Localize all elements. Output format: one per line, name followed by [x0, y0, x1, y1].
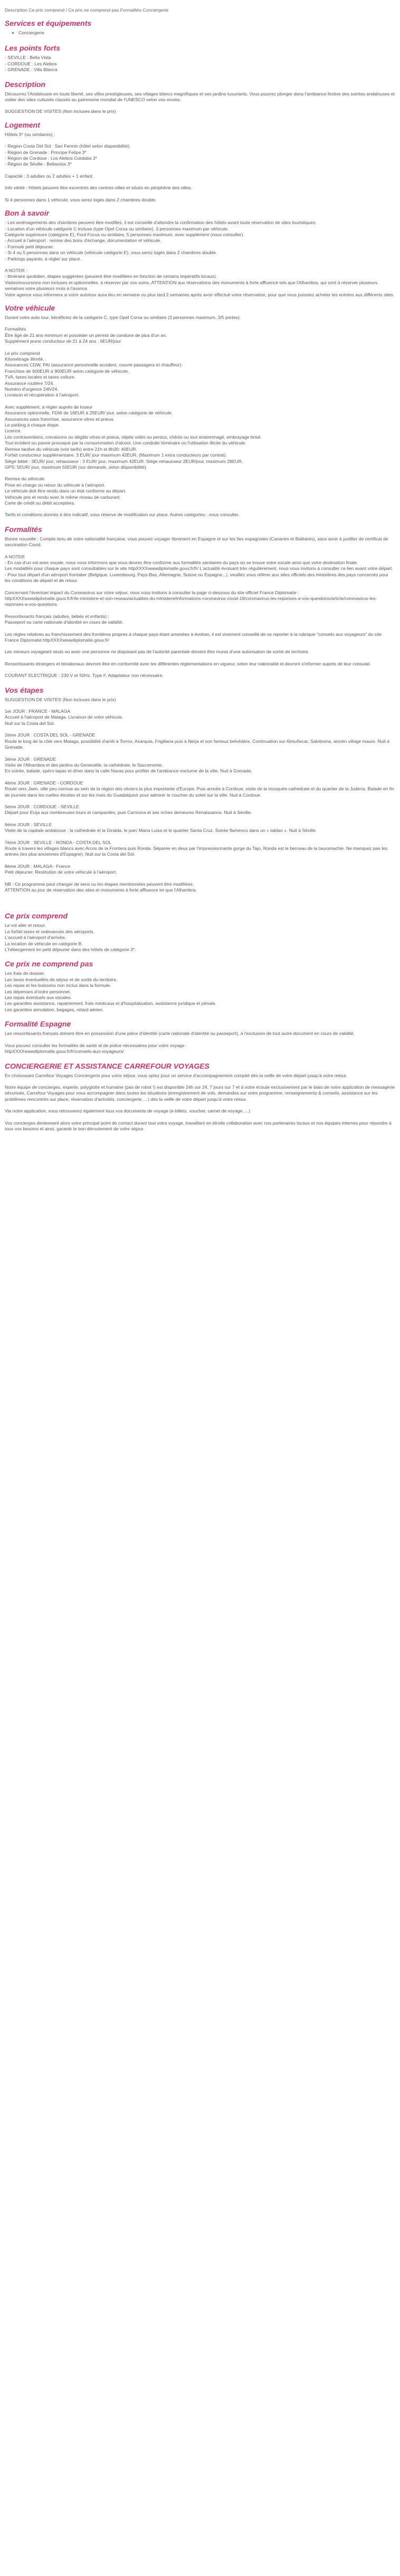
vehicule-intro: Durant votre auto tour, bénéficiez de la catégorie C, type Opel Corsa ou similaire (3 personnes maximum, 3/5 portes). [5, 314, 241, 320]
etape-day: 8ème JOUR : MALAGA - France Petit déjeuner. Restitution de votre véhicule à l'aéroport. [5, 863, 117, 875]
description-tabs-line: Description Ce prix comprend / Ce prix ne comprend pas Formalités Conciergerie [5, 7, 168, 13]
formalites-courant: COURANT ELECTRIQUE : 230 V et 50Hz. Type F. Adaptateur non nécessaire. [5, 673, 164, 679]
points-forts-item: - GRENADE : Villa Blanca [5, 67, 58, 73]
conciergerie-p4: Vos concierges deviennent alors votre principal point de contact durant tout votre voyage, travaillant en étroite collaboration avec nos partenaires locaux et nos équipes internes pour répondre à tous vos besoins et ainsi, garantir le bon déroulement de votre séjour. [5, 1120, 392, 1131]
section-title-prix-comprend: Ce prix comprend [5, 912, 68, 921]
etape-day: 5ème JOUR : CORDOUE - SEVILLE Départ pour Ecija aux nombreuses tours et campaniles, puis Carmona et ses riches demeures Renaissance. Nuit à Séville. [5, 803, 252, 816]
formalites-covid: Concernant l'éventuel impact du Coronavirus sur votre séjour, nous vous invitons à consulter la page ci-dessous du site officiel France Diplomatie : httpXXXXwwwdiplomatie.gouv.fr/fr/le-ministere-et-son-reseau/actualites-du-ministere/informations-coronavirus-covid-19/coronavirus-les-reponses-a-vos-questions/article/coronavirus-les-reponses-a-vos-questions [5, 589, 377, 607]
bon-a-savoir-note: A NOTER : - Itinéraire quotidien, étapes suggérées (peuvent être modifiées en fonction de certains impératifs locaux). Visites/excursions non incluses et optionnelles, à réserver par vos soins. ATTENTION aux réservations des monuments à forte affluence tels que l'Alhambra, qui sont à réserver plusieurs semaines voire plusieurs mois à l'avance. Votre agence vous informera si votre autotour aura lieu en semaine ou plus tard 2 semaines après avoir effectué votre réservation, pour que vous puissiez acheter les entrées aux différents sites. [5, 267, 395, 297]
formalites-intro: Bonne nouvelle : Compte tenu de votre nationalité française, vous pouvez voyager librement en Espagne et sur les îles espagnoles (Canaries et Baléares), sans avoir à justifier de certificat de vaccination Covid. [5, 536, 388, 548]
section-title-vehicule: Votre véhicule [5, 303, 55, 312]
bon-a-savoir-text: - Les aménagements des chambres peuvent être modifiés, il est conseillé d'attendre la confirmation des hôtels avant toute réservation de sites touristiques. - Location d'un véhicule catégorie C incluse (type Opel Corsa ou similaire). 3 personnes maximum par véhicule. Catégorie supérieure (catégorie E), Ford Focus ou similaire, 5 personnes maximum, avec supplément (nous consulter). - Accueil à l'aéroport : remise des bons d'échange, documentation et véhicule. - Formule petit déjeuner. - Si 4 ou 5 personnes dans un véhicule (véhicule catégorie E), vous serez logés dans 2 chambres double. - Parkings payants, à régler sur place. [5, 220, 317, 262]
formalites-mineurs: Les mineurs voyageant seuls ou avec une personne ne disposant pas de l'autorité parentale doivent être munis d'une autorisation de sortie de territoire. [5, 649, 310, 655]
logement-hotel: - Région de Cordoue : Los Alebos Cordoba 3* [5, 156, 97, 161]
section-title-services: Services et équipements [5, 19, 92, 28]
conciergerie-p1: En choisissant Carrefour Voyages Conciergerie pour votre séjour, vous optez pour un service d'accompagnement complet dès la veille de votre départ jusqu'à votre retour. [5, 1072, 348, 1078]
logement-info: Info vérité : Hôtels peuvent être excentrés des centres-villes et situés en périphérie des villes. [5, 185, 192, 191]
etapes-intro: SUGGESTION DE VISITES (Non incluses dans le prix) [5, 696, 116, 702]
section-title-logement: Logement [5, 120, 40, 129]
conciergerie-p2: Notre équipe de concierges, experte, polyglotte et humaine (pas de robot !) est disponible 24h sur 24, 7 jours sur 7 et à votre écoute exclusivement par le biais de notre application de messagerie sécurisée, Carrefour Voyages pour vous accompagner dans toutes les situations (enregistrement de vols, demandes sur votre programme, renseignements & conseils, assistance sur les problèmes rencontrés sur place, réservation d'activités, conciergerie, ...) dès la veille de votre départ jusqu'à votre retour. [5, 1084, 395, 1102]
formalite-espagne-text: Les ressortissants français doivent être en possession d'une pièce d'identité (carte nationale d'identité ou passeport), à l'exclusion de tout autre document en cours de validité. [5, 1031, 355, 1037]
logement-hotel: - Region Costa Del Sol : San Fermin (hôtel selon disponibilité). [5, 143, 131, 149]
section-title-bon-a-savoir: Bon à savoir [5, 209, 50, 218]
etapes-nb: NB : Ce programme peut changer de sens ou les étapes mentionnées peuvent être modifiées. ATTENTION au jour de réservation des sites et monuments à forte affluence tel que l'Alhambra. [5, 881, 197, 893]
vehicule-comprend: Le prix comprend Kilométrage illimité. Assurances CDW, PAI (assurance personnelle accident, couvre passagers et chauffeur). Franchise de 600EUR à 900EUR selon catégorie de véhicule. TVA, taxes locales et taxes voiture. Assurance routière 7/24. Numéro d'urgence 24h/24. Livraison et récupération à l'aéroport. [5, 350, 183, 398]
services-list [5, 30, 395, 36]
formalites-ressortissants: Ressortissants français (adultes, bébés et enfants) : Passeport ou carte nationale d'identité en cours de validité. [5, 613, 123, 625]
formalite-espagne-link: Vous pouvez consulter les formalités de santé et de police nécessaires pour votre voyage : httpXXXXwwwdiplomatie.gouv.fr/fr/conseils-aux-voyageurs/ [5, 1042, 187, 1054]
page [0, 0, 400, 1132]
formalites-note: A NOTER - En cas d'un vol avec escale, nous vous informons que vous devrez être conforme aux formalités sanitaires du pays où se trouve votre escale ainsi que votre destination finale. Les modalités pour chaque pays sont consultables sur le site httpXXXXwwwdiplomatie.gouv.fr/fr/ L'actualité évoluant très régulièrement, nous vous invitons à consulter ce lien avant votre départ. - Pour tout départ d'un aéroport frontalier (Belgique, Luxembourg, Pays-Bas, Allemagne, Suisse ou Espagne...), veuillez vous référer aux sites officiels des ministères des pays concernés pour les conditions de départ et de retour. [5, 554, 393, 584]
section-title-formalite-espagne: Formalité Espagne [5, 1020, 71, 1029]
prix-ne-comprend-text: Les frais de dossier. Les taxes éventuelles de séjour et de sortie du territoire. Les repas et les boissons non inclus dans la formule. Les dépenses d'ordre personnel. Les repas éventuels aux escales. Les garanties assistance, rapatriement, frais médicaux et d'hospitalisation, assistance juridique et pénale. Les garanties annulation, bagages, retard aérien. [5, 971, 216, 1012]
logement-intro: Hôtels 3* (ou similaires) : [5, 131, 55, 137]
services-item: • Conciergerie [18, 30, 395, 36]
section-title-conciergerie: CONCIERGERIE ET ASSISTANCE CARREFOUR VOYAGES [5, 1061, 209, 1070]
etape-day: 2ème JOUR : COSTA DEL SOL - GRENADE Route le long de la côte vers Malaga, possibilité d'arrêt à Torrox, Axarquia, Frigiliana puis à Nerja et son fameux belvédère. Continuation sur Almuñecar, Salobrena, ancien village maure. Nuit à Grenade. [5, 732, 390, 750]
section-title-formalites: Formalités [5, 525, 42, 534]
vehicule-remise: Remise du véhicule Prise en charge ou retour du véhicule à l'aéroport. Le véhicule doit être rendu dans un état conforme au départ. Véhicule pris et rendu avec le même niveau de carburant. Carte de crédit ou débit acceptées. [5, 476, 127, 506]
etape-day: 4ème JOUR : GRENADE - CORDOUE Route vers Jaen, ville peu connue au sein de la région des oliviers la plus importante d'Europe. Puis arrivée à Cordoue, visite de la mosquée-cathédrale et du quartier de la Judería. Balade en fin de journée dans les ruelles étroites et sur les rives du Guadalquivir pour admirer le coucher du soleil sur la ville. Nuit à Cordoue. [5, 780, 394, 798]
vehicule-tarifs: Tarifs et conditions donnés à titre indicatif, sous réserve de modification sur place. Autres catégories : nous consulter. [5, 512, 240, 518]
section-title-description: Description [5, 80, 46, 89]
points-forts-list [5, 55, 395, 73]
conciergerie-p3: Via notre application, vous retrouverez également tous vos documents de voyage (e-billets, voucher, carnet de voyage, ...) [5, 1108, 251, 1114]
etape-day: 3ème JOUR : GRENADE Visite de l'Alhambra et des jardins du Generalife, la cathédrale, le Sacromonte. En soirée, balade, spéro-tapas et dîner dans la calle Navas pour profiter de l'ambiance nocturne de la ville. Nuit à Grenade. [5, 756, 252, 774]
prix-comprend-text: Le vol aller et retour. Le forfait taxes et redevances des aéroports. L'accueil à l'aéroport d'arrivée. La location de véhicule en catégorie B. L'hébergement en petit déjeuner dans des hôtels de catégorie 3*. [5, 923, 136, 953]
description-suggestion: SUGGESTION DE VISITES (Non incluses dans le prix) [5, 109, 116, 114]
points-forts-item: - SEVILLE : Bella Vista [5, 55, 51, 61]
logement-capacite: Capacité : 3 adultes ou 2 adultes + 1 enfant. [5, 173, 94, 179]
etape-day: 7ème JOUR : SEVILLE - RONDA - COSTA DEL SOL Route à travers les villages blancs avec Arcos de la Frontera puis Ronda. Séparée en deux par l'impressionnante gorge du Tajo, Ronda est le berceau de la tauromachie. Ne manquez pas les arènes (les plus anciennes d'Espagne). Nuit sur la Costa del Sol. [5, 839, 388, 857]
points-forts-item: - CORDOUE : Les Alebos [5, 61, 57, 66]
description-text: Découvrez l'Andalousie en toute liberté, ses villes prestigieuses, ses villages blancs magnifiques et ses jardins luxuriants. Vous pourrez plonger dans l'ambiance festive des soirées andalouses et visiter des sites culturels classés au patrimoine mondial de l'UNESCO selon vos envies. [5, 91, 395, 103]
logement-hotel: - Région de Séville : Bellavista 3* [5, 161, 72, 167]
section-title-points-forts: Les points forts [5, 44, 61, 53]
logement-si: Si 4 personnes dans 1 véhicule, vous serez logés dans 2 chambres double. [5, 197, 157, 202]
vehicule-supplement: Avec supplément, à régler auprès de loueur Assurance optionnelle, FDW de 16EUR à 25EUR/ jour, selon catégorie de véhicule. Assurances sans franchise, assurance vitres et pneus. Le parking à chaque étape. Licence. Les contraventions, crevaisons ou dégâts vitres et pneus, objets volés ou perdus, chéois ou tout endommagé, embrayage brisé. Tout incident ou panne provoqué par la consommation d'alcool. Une conduite téméraire ou l'utilisation illicite du véhicule. Remise tardive du véhicule (voir tarifs) entre 21h et 8h30: 40EUR. Forfait conducteur supplémentaire: 3 EUR/ jour maximum 42EUR. (Maximum 1 extra conducteurs par contrat). Siège bébé : 3EUR/ jour, rehausseur : 3 EUR/ jour, maximum 42EUR. Siège rehausseur 2EUR/jour, maximum 28EUR. GPS: 5EUR/ jour, maximum 50EUR (sur demande, selon disponibilité). [5, 404, 262, 470]
etape-day: 1er JOUR : FRANCE - MALAGA Accueil à l'aéroport de Malaga. Livraison de votre véhicule. Nuit sur la Costa del Sol. [5, 709, 123, 726]
section-title-prix-ne-comprend: Ce prix ne comprend pas [5, 960, 93, 969]
etape-day: 6ème JOUR : SEVILLE Visite de la capitale andalouse : la cathédrale et la Giralda, le parc Maria Luisa et le quartier Santa Cruz. Soirée flamenco dans un « tablao ». Nuit à Séville. [5, 821, 317, 834]
formalites-regles: Les règles relatives au franchissement des frontières propres à chaque pays étant amenées à évoluer, il est vivement conseillé de se reporter à la rubrique "conseils aux voyageurs" du site France Diplomatie:httpXXXXwwwdiplomatie.gouv.fr/ [5, 631, 382, 643]
vehicule-formalites: Formalités Être âgé de 21 ans minimum et posséder un permis de conduire de plus d'un an. Supplément jeune conducteur de 21 à 24 ans : 6EUR/jour [5, 326, 167, 344]
logement-hotel: - Région de Grenade : Principe Felipe 3* [5, 149, 87, 155]
formalites-etrangers: Ressortissants étrangers et binationaux devront être en conformité avec les différentes réglementations en vigueur, selon leur nationalité et devront s'informer auprès de leur consulat. [5, 661, 371, 666]
section-title-etapes: Vos étapes [5, 685, 44, 694]
